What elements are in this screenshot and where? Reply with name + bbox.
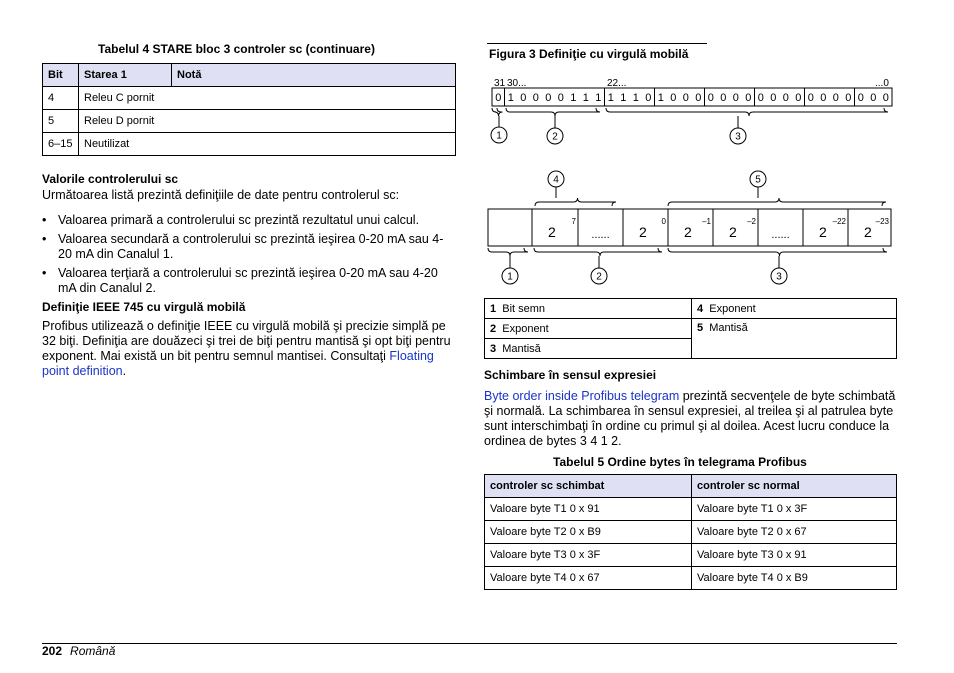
byte-order-link[interactable]: Byte order inside Profibus telegram [484, 389, 680, 403]
power-exponent: –23 [875, 217, 889, 226]
legend-item: 3 Mantisă [485, 339, 692, 359]
table-cell: Neutilizat [79, 133, 456, 156]
table-cell: Releu D pornit [79, 110, 456, 133]
bit-value: 0 [795, 92, 802, 104]
bit-value: 0 [545, 92, 552, 104]
table-row [485, 567, 897, 590]
legend-item: 2 Exponent [485, 319, 692, 339]
bit-value: 1 [582, 92, 589, 104]
ellipsis: ...... [591, 229, 610, 241]
power-exponent: 7 [571, 217, 576, 226]
callout-number: 2 [596, 271, 602, 283]
section-paragraph [484, 389, 897, 449]
page-footer [42, 644, 115, 658]
section-intro: Următoarea listă prezintă definiţiile de date pentru controlerul sc: [42, 188, 400, 202]
footer-rule [42, 643, 897, 644]
callout-number: 4 [553, 174, 559, 186]
paragraph-end: . [122, 364, 127, 378]
table4-header-cell: Starea 1 [79, 64, 172, 87]
brace [668, 198, 886, 206]
bit-value: 0 [520, 92, 527, 104]
bit-value: 1 [570, 92, 577, 104]
bit-index-label: 31 [494, 78, 506, 89]
power-exponent: 0 [661, 217, 666, 226]
bit-value: 0 [845, 92, 852, 104]
bit-value: 1 [607, 92, 614, 104]
bit-index-label: ...0 [875, 78, 889, 89]
power-exponent: –22 [832, 217, 846, 226]
bit-value: 0 [695, 92, 702, 104]
bit-index-label: 22... [607, 78, 627, 89]
brace [668, 248, 887, 256]
ellipsis: ...... [771, 229, 790, 241]
table-cell: 6–15 [43, 133, 79, 156]
bit-value: 0 [670, 92, 677, 104]
power-base: 2 [639, 224, 647, 240]
legend-item: 4 Exponent [692, 299, 897, 319]
power-base: 2 [729, 224, 737, 240]
bit-value: 0 [495, 92, 502, 104]
float-diagram [0, 0, 954, 300]
callout-number: 3 [735, 131, 741, 143]
list-item: • Valoarea primară a controlerului sc prezintă rezultatul unui calcul. [42, 213, 456, 228]
figure3-caption: Figura 3 Definiţie cu virgulă mobilă [489, 47, 689, 61]
table-cell: Valoare byte T4 0 x B9 [692, 567, 897, 590]
footer-language: Română [70, 644, 116, 658]
table4-header-cell: Notă [172, 64, 456, 87]
callout-number: 2 [552, 131, 558, 143]
power-exponent: –2 [747, 217, 756, 226]
table5-header-cell: controler sc normal [692, 475, 897, 498]
paragraph-text: Profibus utilizează o definiţie IEEE cu virgulă mobilă şi precizie simplă pe 32 biţi. Definiţia are douăzeci şi trei de biţi pentru mantisă şi opt biţi pentru exponent. Mai există un bit pentru semnul mantisei. Consultaţi [42, 319, 451, 363]
bit-value: 0 [745, 92, 752, 104]
table-cell: Valoare byte T2 0 x B9 [485, 521, 692, 544]
table-row [485, 521, 897, 544]
brace [506, 108, 600, 116]
section-heading: Definiţie IEEE 745 cu virgulă mobilă [42, 300, 246, 314]
callout-number: 5 [755, 174, 761, 186]
table-row [485, 544, 897, 567]
callout-number: 1 [496, 130, 502, 142]
table5-header-cell: controler sc schimbat [485, 475, 692, 498]
bit-value: 0 [820, 92, 827, 104]
brace [488, 248, 528, 256]
bit-value: 0 [757, 92, 764, 104]
table4-caption: Tabelul 4 STARE bloc 3 controler sc (continuare) [98, 42, 375, 56]
table-cell: Valoare byte T3 0 x 3F [485, 544, 692, 567]
power-base: 2 [548, 224, 556, 240]
bit-value: 1 [507, 92, 514, 104]
bit-value: 0 [882, 92, 889, 104]
brace [535, 198, 616, 206]
list-item: • Valoarea secundară a controlerului sc prezintă ieşirea 0-20 mA sau 4-20 mA din Canalul 1. [42, 232, 456, 262]
callout-number: 1 [507, 271, 513, 283]
table-cell: 5 [43, 110, 79, 133]
legend-item: 5 Mantisă [692, 319, 897, 359]
bit-value: 0 [870, 92, 877, 104]
paragraph-text: prezintă secvenţele de byte schimbată şi normală. La schimbarea în sensul expresiei, al treilea şi al patrulea byte sunt interschimbaţi în ordine cu primul şi al doilea. Acest lucru conduce la ordinea de bytes 3 4 1 2. [484, 389, 896, 448]
brace [492, 108, 503, 116]
floating-point-link[interactable]: Floating point definition [42, 349, 434, 378]
table5 [484, 474, 897, 590]
callout-number: 3 [776, 271, 782, 283]
section-heading: Schimbare în sensul expresiei [484, 368, 657, 382]
table-cell: Releu C pornit [79, 87, 456, 110]
bit-value: 0 [557, 92, 564, 104]
section-heading: Valorile controlerului sc [42, 172, 179, 186]
list-item: • Valoarea terţiară a controlerului sc prezintă ieşirea 0-20 mA sau 4-20 mA din Canalul 2. [42, 266, 456, 296]
power-exponent: –1 [702, 217, 711, 226]
bit-value: 0 [732, 92, 739, 104]
section-paragraph [42, 319, 456, 379]
table-cell: Valoare byte T3 0 x 91 [692, 544, 897, 567]
table-cell: Valoare byte T1 0 x 3F [692, 498, 897, 521]
bit-value: 0 [857, 92, 864, 104]
bit-value: 0 [807, 92, 814, 104]
table-cell: Valoare byte T1 0 x 91 [485, 498, 692, 521]
page-number: 202 [42, 644, 63, 658]
bit-value: 0 [645, 92, 652, 104]
power-base: 2 [819, 224, 827, 240]
bit-value: 1 [657, 92, 664, 104]
bit-value: 0 [682, 92, 689, 104]
power-base: 2 [864, 224, 872, 240]
table-cell: Valoare byte T4 0 x 67 [485, 567, 692, 590]
bit-value: 0 [832, 92, 839, 104]
table-cell: Valoare byte T2 0 x 67 [692, 521, 897, 544]
table5-header-row [485, 475, 897, 498]
bit-value: 1 [620, 92, 627, 104]
brace [606, 108, 888, 116]
bit-value: 1 [595, 92, 602, 104]
bit-value: 0 [782, 92, 789, 104]
table-cell: 4 [43, 87, 79, 110]
bit-value: 0 [720, 92, 727, 104]
figure-legend [484, 298, 897, 359]
table5-caption: Tabelul 5 Ordine bytes în telegrama Profibus [553, 455, 807, 469]
bit-value: 0 [532, 92, 539, 104]
power-base: 2 [684, 224, 692, 240]
bit-value: 0 [770, 92, 777, 104]
bit-value: 1 [632, 92, 639, 104]
table4-header-cell: Bit [43, 64, 79, 87]
legend-item: 1 Bit semn [485, 299, 692, 319]
bit-index-label: 30... [507, 78, 527, 89]
section-byte-order [484, 368, 897, 449]
section-ieee [42, 300, 456, 379]
brace [534, 248, 662, 256]
bit-value: 0 [707, 92, 714, 104]
table-row [485, 498, 897, 521]
